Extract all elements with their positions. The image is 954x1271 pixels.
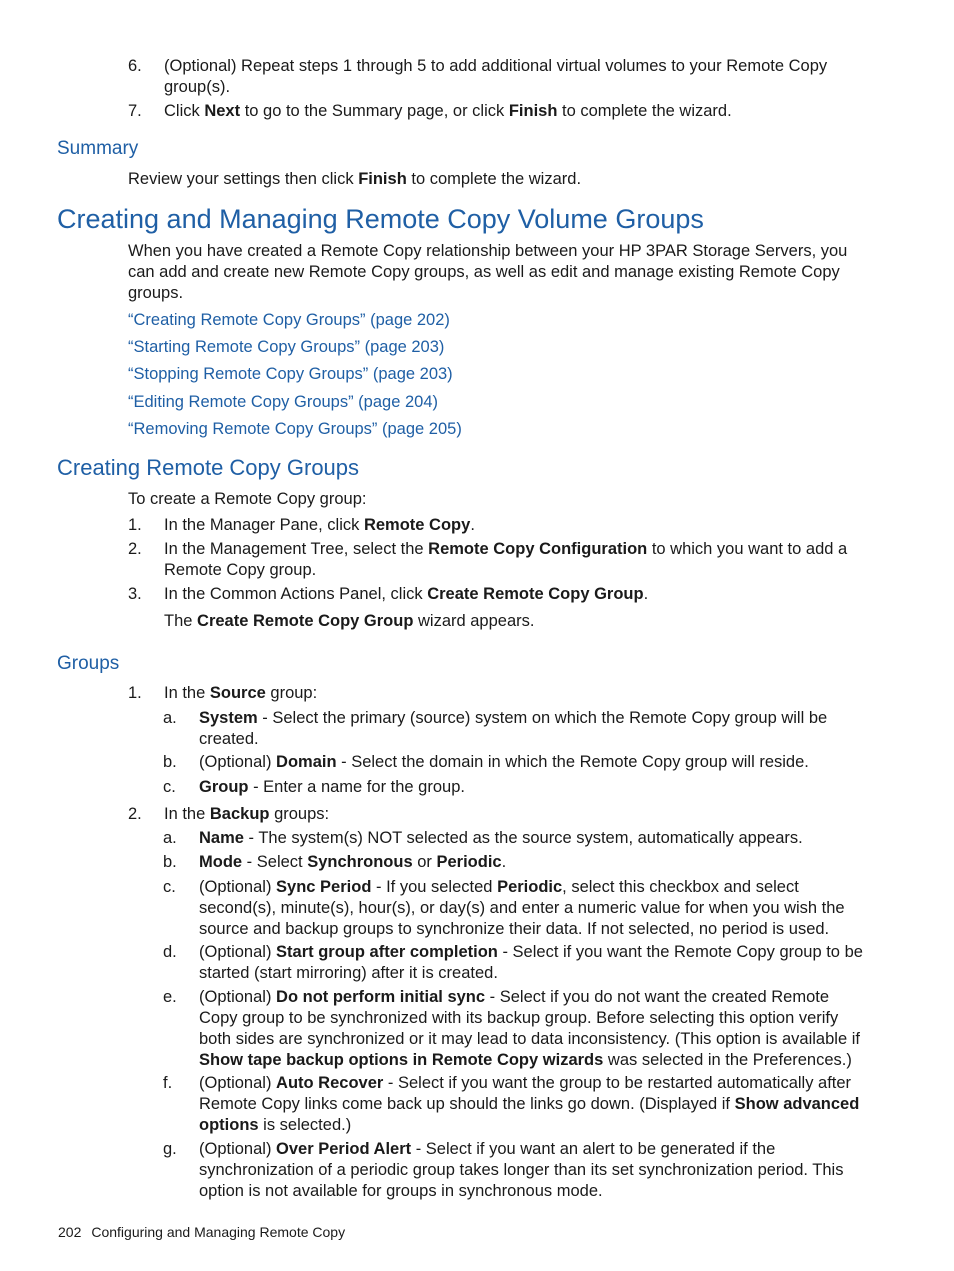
bold-term: Over Period Alert <box>276 1140 412 1158</box>
bold-term: Sync Period <box>276 878 372 896</box>
link-starting-groups[interactable]: “Starting Remote Copy Groups” (page 203) <box>128 338 445 356</box>
substep-text <box>199 852 870 873</box>
text-run: (Optional) Repeat steps 1 through 5 to add additional virtual volumes to your Remote Copy group(s). <box>164 57 828 96</box>
text-run: Click <box>164 102 205 120</box>
text-run: - Select <box>242 853 308 871</box>
text-run: - Select the domain in which the Remote Copy group will reside. <box>336 753 809 771</box>
link-creating-groups[interactable]: “Creating Remote Copy Groups” (page 202) <box>128 311 450 329</box>
step-number: 6. <box>128 57 142 75</box>
creating-intro: To create a Remote Copy group: <box>128 490 367 508</box>
text-run: or <box>412 853 437 871</box>
text-run: In the Manager Pane, click <box>164 516 364 534</box>
text-run: (Optional) <box>199 943 277 961</box>
text-run: In the <box>164 684 210 702</box>
text-run: In the Management Tree, select the <box>164 540 429 558</box>
substep-text <box>199 752 870 773</box>
step-number: 1. <box>128 516 142 534</box>
bold-term: Create Remote Copy Group <box>427 585 644 603</box>
step-text <box>164 56 870 98</box>
step-number: 3. <box>128 585 142 603</box>
substep-letter: a. <box>163 709 177 727</box>
bold-term: Next <box>204 102 241 120</box>
step-number: 1. <box>128 684 142 702</box>
text-run: - If you selected <box>371 878 498 896</box>
text-run: groups: <box>269 805 330 823</box>
bold-term: Finish <box>358 170 407 188</box>
substep-letter: b. <box>163 753 177 771</box>
step-text <box>164 539 870 581</box>
step-text <box>164 101 870 122</box>
bold-term: Mode <box>199 853 243 871</box>
section-heading-creating: Creating Remote Copy Groups <box>57 455 360 480</box>
substep-text <box>199 708 870 750</box>
summary-heading: Summary <box>57 138 139 159</box>
text-run: - Select if you want the group to be restarted automatically after Remote Copy links come back up should the links go down. (Displayed if <box>199 1074 852 1113</box>
text-run: Review your settings then click <box>128 170 359 188</box>
step-number: 2. <box>128 805 142 823</box>
step-result <box>164 611 870 632</box>
substep-letter: e. <box>163 988 177 1006</box>
substep-text <box>199 777 870 798</box>
substep-text <box>199 877 870 940</box>
text-run: is selected.) <box>258 1116 352 1134</box>
substep-letter: a. <box>163 829 177 847</box>
step-text <box>164 584 870 605</box>
text-run: to which you want to add a Remote Copy group. <box>164 540 848 579</box>
bold-term: Name <box>199 829 244 847</box>
bold-term: Start group after completion <box>276 943 498 961</box>
link-stopping-groups[interactable]: “Stopping Remote Copy Groups” (page 203) <box>128 365 453 383</box>
text-run: - Select if you do not want the created Remote Copy group to be synchronized with its backup group. Before selecting this option verify both sides are synchronized or it may lead to data inconsistency. (This option is available if <box>199 988 860 1048</box>
bold-term: Show tape backup options in Remote Copy wizards <box>199 1051 604 1069</box>
substep-letter: b. <box>163 853 177 871</box>
page-number: 202 <box>58 1224 82 1240</box>
step-text <box>164 804 870 825</box>
bold-term: Auto Recover <box>276 1074 384 1092</box>
substep-letter: d. <box>163 943 177 961</box>
text-run: - Select if you want an alert to be generated if the synchronization of a periodic group takes longer than its set synchronization period. This option is not available for groups in synchronous mode. <box>199 1140 844 1200</box>
text-run: In the <box>164 805 210 823</box>
bold-term: Group <box>199 778 249 796</box>
main-intro: When you have created a Remote Copy relationship between your HP 3PAR Storage Servers, you can add and create new Remote Copy groups, as well as edit and manage existing Remote Copy groups. <box>128 242 848 302</box>
link-removing-groups[interactable]: “Removing Remote Copy Groups” (page 205) <box>128 420 462 438</box>
bold-term: Backup <box>209 805 270 823</box>
text-run: . <box>470 516 475 534</box>
text-run: group: <box>265 684 318 702</box>
substep-text <box>199 828 870 849</box>
bold-term: Periodic <box>497 878 563 896</box>
text-run: - The system(s) NOT selected as the source system, automatically appears. <box>243 829 803 847</box>
step-text <box>164 683 870 704</box>
text-run: - Enter a name for the group. <box>248 778 465 796</box>
text-run: The <box>164 612 198 630</box>
section-heading-main: Creating and Managing Remote Copy Volume Groups <box>57 204 704 234</box>
text-run: (Optional) <box>199 753 277 771</box>
step-number: 7. <box>128 102 142 120</box>
substep-letter: c. <box>163 778 176 796</box>
substep-letter: g. <box>163 1140 177 1158</box>
text-run: was selected in the Preferences.) <box>603 1051 852 1069</box>
text-run: (Optional) <box>199 878 277 896</box>
text-run: In the Common Actions Panel, click <box>164 585 428 603</box>
substep-letter: f. <box>163 1074 173 1092</box>
substep-text <box>199 942 870 984</box>
bold-term: Domain <box>276 753 337 771</box>
substep-text <box>199 987 870 1071</box>
page-footer <box>58 1223 345 1241</box>
bold-term: System <box>199 709 258 727</box>
text-run: . <box>501 853 507 871</box>
substep-letter: c. <box>163 878 176 896</box>
text-run: . <box>643 585 649 603</box>
bold-term: Show advanced options <box>199 1095 860 1134</box>
bold-term: Remote Copy Configuration <box>428 540 648 558</box>
text-run: wizard appears. <box>413 612 535 630</box>
groups-heading: Groups <box>57 653 120 674</box>
text-run: - Select if you want the Remote Copy group to be started (start mirroring) after it is created. <box>199 943 863 982</box>
summary-text <box>128 169 870 190</box>
bold-term: Create Remote Copy Group <box>197 612 414 630</box>
text-run: to complete the wizard. <box>557 102 732 120</box>
step-text <box>164 515 870 536</box>
text-run: , select this checkbox and select second(s), minute(s), hour(s), or day(s) and enter a numeric value for when you wish the source and backup groups to synchronize their data. If not selected, no period is used. <box>199 878 845 938</box>
footer-title: Configuring and Managing Remote Copy <box>91 1224 346 1240</box>
text-run: to complete the wizard. <box>406 170 582 188</box>
bold-term: Remote Copy <box>363 516 471 534</box>
text-run: (Optional) <box>199 1140 277 1158</box>
bold-term: Do not perform initial sync <box>276 988 486 1006</box>
text-run: to go to the Summary page, or click <box>240 102 509 120</box>
step-number: 2. <box>128 540 142 558</box>
link-editing-groups[interactable]: “Editing Remote Copy Groups” (page 204) <box>128 393 438 411</box>
substep-text <box>199 1073 870 1136</box>
text-run: - Select the primary (source) system on which the Remote Copy group will be created. <box>199 709 828 748</box>
substep-text <box>199 1139 870 1202</box>
bold-term: Periodic <box>436 853 502 871</box>
text-run: (Optional) <box>199 1074 277 1092</box>
bold-term: Source <box>209 684 266 702</box>
bold-term: Synchronous <box>307 853 413 871</box>
bold-term: Finish <box>508 102 558 120</box>
text-run: (Optional) <box>199 988 277 1006</box>
